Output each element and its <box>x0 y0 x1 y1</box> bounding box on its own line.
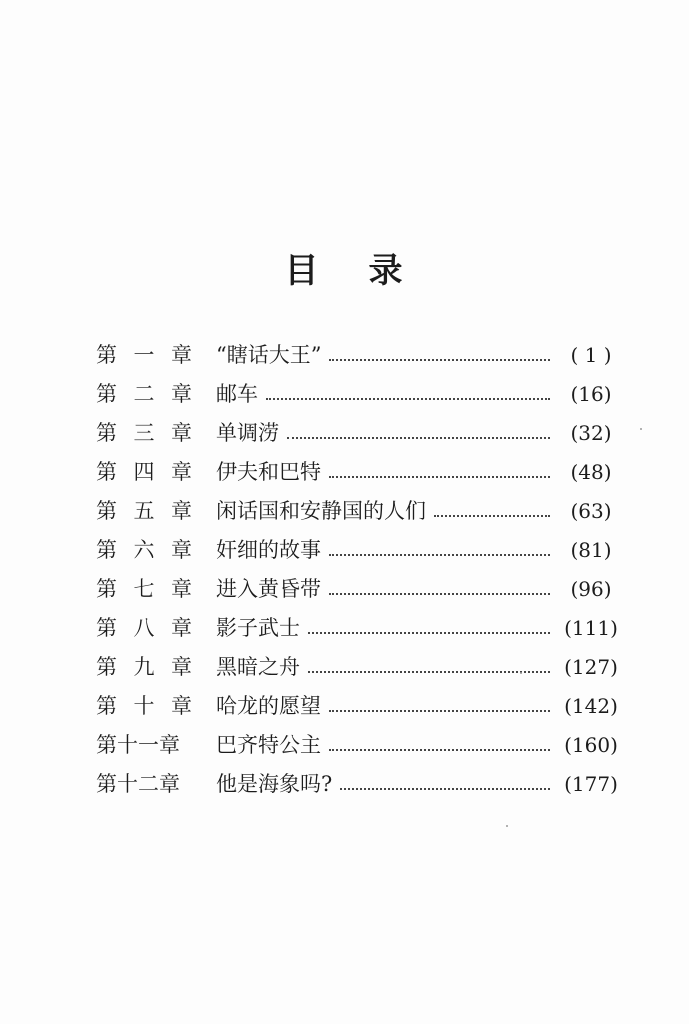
chapter-title: 哈龙的愿望 <box>216 694 321 718</box>
chapter-number-char: 第 <box>96 343 117 367</box>
chapter-number-char: 二 <box>133 382 155 406</box>
page-number: (160) <box>564 733 618 757</box>
chapter-number <box>96 375 192 414</box>
chapter-number-char: 四 <box>133 460 155 484</box>
chapter-number <box>96 726 192 765</box>
page-number: (142) <box>564 694 618 718</box>
chapter-number-char: 章 <box>171 694 192 718</box>
chapter-title: 影子武士 <box>216 616 300 640</box>
chapter-title: 他是海象吗? <box>216 772 333 796</box>
chapter-number-char: 第十一章 <box>96 733 180 757</box>
chapter-number-char: 章 <box>171 382 192 406</box>
chapter-number-char: 章 <box>171 421 192 445</box>
chapter-number-char: 六 <box>133 538 155 562</box>
leader-dots <box>329 336 550 375</box>
chapter-number-char: 第 <box>96 538 117 562</box>
chapter-number-char: 第 <box>96 499 117 523</box>
page-number: (32) <box>570 421 612 445</box>
chapter-title: 闲话国和安静国的人们 <box>216 499 426 523</box>
leader-dots <box>340 765 550 804</box>
toc-row <box>96 336 636 375</box>
page-title <box>0 243 689 292</box>
chapter-number-char: 章 <box>171 460 192 484</box>
chapter-number-char: 一 <box>133 343 155 367</box>
chapter-title: 黑暗之舟 <box>216 655 300 679</box>
chapter-number-char: 八 <box>133 616 155 640</box>
toc-row <box>96 570 636 609</box>
leader-dots <box>329 726 550 765</box>
leader-dots <box>329 531 550 570</box>
leader-dots <box>308 609 550 648</box>
chapter-number-char: 章 <box>171 538 192 562</box>
chapter-title: 伊夫和巴特 <box>216 460 321 484</box>
title-char-2: 录 <box>368 251 405 291</box>
leader-dots <box>329 570 550 609</box>
page-number: (48) <box>570 460 612 484</box>
chapter-number-char: 三 <box>133 421 155 445</box>
page-number: (111) <box>564 616 618 640</box>
chapter-number-char: 第 <box>96 460 117 484</box>
chapter-number <box>96 687 192 726</box>
leader-dots <box>329 453 550 492</box>
chapter-number <box>96 648 192 687</box>
toc-row <box>96 765 636 804</box>
toc-row <box>96 531 636 570</box>
toc-row <box>96 414 636 453</box>
leader-dots <box>329 687 550 726</box>
chapter-number-char: 第 <box>96 694 117 718</box>
chapter-number <box>96 531 192 570</box>
chapter-title: 奸细的故事 <box>216 538 321 562</box>
page-number: (81) <box>570 538 612 562</box>
chapter-number-char: 第 <box>96 577 117 601</box>
chapter-number-char: 第 <box>96 616 117 640</box>
chapter-number-char: 章 <box>171 499 192 523</box>
chapter-number-char: 章 <box>171 616 192 640</box>
chapter-title: “瞎话大王” <box>216 343 322 367</box>
chapter-number-char: 章 <box>171 577 192 601</box>
scan-speck <box>640 428 642 430</box>
chapter-title: 巴齐特公主 <box>216 733 321 757</box>
title-char-1: 目 <box>284 251 321 291</box>
page-number: (63) <box>570 499 612 523</box>
page-number: (177) <box>564 772 618 796</box>
page-number: (127) <box>564 655 618 679</box>
chapter-number <box>96 765 192 804</box>
chapter-number-char: 章 <box>171 343 192 367</box>
toc-row <box>96 492 636 531</box>
page-number: (96) <box>570 577 612 601</box>
page-number: (16) <box>570 382 612 406</box>
chapter-number-char: 第 <box>96 655 117 679</box>
scan-speck <box>520 672 522 674</box>
leader-dots <box>434 492 550 531</box>
chapter-title: 进入黄昏带 <box>216 577 321 601</box>
leader-dots <box>308 648 550 687</box>
table-of-contents <box>96 336 636 804</box>
chapter-number-char: 第 <box>96 421 117 445</box>
toc-row <box>96 648 636 687</box>
chapter-number-char: 十 <box>133 694 155 718</box>
chapter-number <box>96 336 192 375</box>
toc-row <box>96 726 636 765</box>
chapter-number <box>96 453 192 492</box>
toc-row <box>96 609 636 648</box>
chapter-number-char: 五 <box>133 499 155 523</box>
leader-dots <box>287 414 550 453</box>
chapter-title: 单调涝 <box>216 421 279 445</box>
chapter-number-char: 第 <box>96 382 117 406</box>
chapter-number <box>96 492 192 531</box>
toc-row <box>96 375 636 414</box>
leader-dots <box>266 375 550 414</box>
chapter-number-char: 七 <box>133 577 155 601</box>
page-number: ( 1 ) <box>570 343 612 367</box>
chapter-number <box>96 414 192 453</box>
chapter-number-char: 九 <box>133 655 155 679</box>
scan-speck <box>506 825 508 827</box>
toc-row <box>96 687 636 726</box>
chapter-number <box>96 570 192 609</box>
chapter-number-char: 第十二章 <box>96 772 180 796</box>
chapter-title: 邮车 <box>216 382 258 406</box>
toc-row <box>96 453 636 492</box>
chapter-number-char: 章 <box>171 655 192 679</box>
chapter-number <box>96 609 192 648</box>
